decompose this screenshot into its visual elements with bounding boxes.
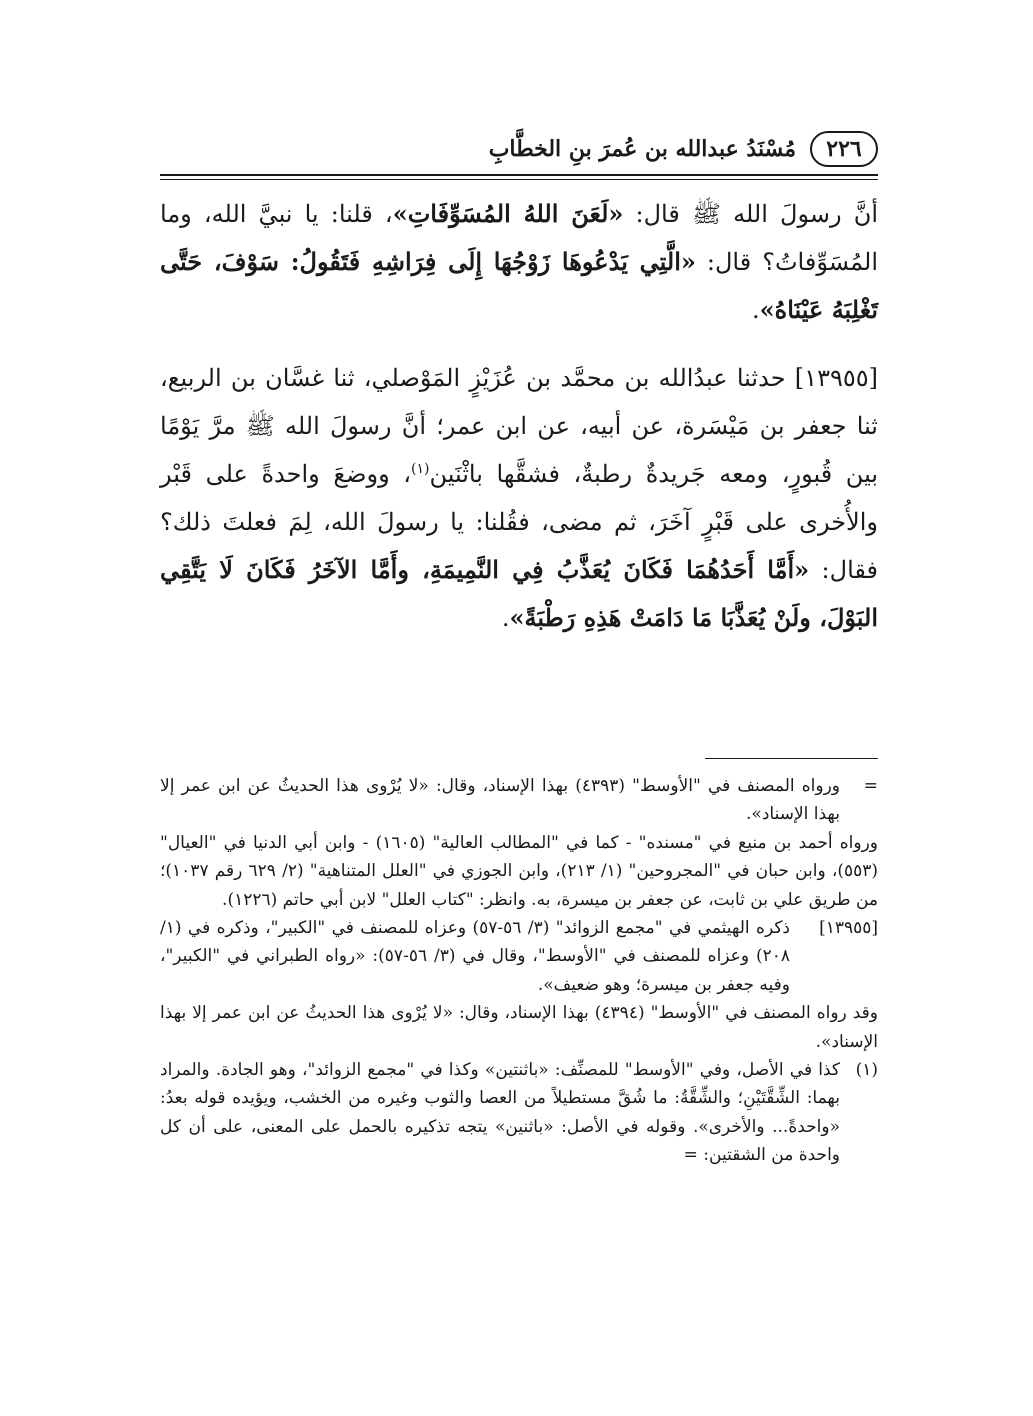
hadith-quote: «الَّتِي يَدْعُوهَا زَوْجُهَا إِلَى فِرَاشِهِ فَتَقُولُ: سَوْفَ، حَتَّى تَغْلِبَهُ عَيْنَاهُ» — [160, 247, 878, 324]
narration-text: [١٣٩٥٥] حدثنا عبدُالله بن محمَّد بن عُزَيْزٍ المَوْصلي، ثنا غسَّان بن الربيع، ثنا جعفر بن مَيْسَرة، عن أبيه، عن ابن عمر؛ أنَّ رسولَ الله ﷺ مرَّ يَوْمًا بين قُبورٍ، ومعه جَريدةٌ رطبةٌ، فشقَّها باثْنَين — [160, 364, 879, 488]
narration-text: ، ووضعَ واحدةً على قَبْر والأُخرى على قَبْرٍ آخَرَ، ثم مضى، فقُلنا: يا رسولَ الله، لِمَ فعلتَ ذلك؟ فقال: — [160, 460, 879, 584]
narration-text: . — [501, 604, 510, 632]
hadith-paragraph-13955 — [160, 354, 878, 642]
footnote-text: ورواه أحمد بن منيع في "مسنده" - كما في "المطالب العالية" (١٦٠٥) - وابن أبي الدنيا في "العيال" (٥٥٣)، وابن حبان في "المجروحين" (١/ ٢١٣)، وابن الجوزي في "العلل المتناهية" (٢/ ٦٢٩ رقم ١٠٣٧)؛ من طريق علي بن ثابت، عن جعفر بن ميسرة، به. وانظر: "كتاب العلل" لابن أبي حاتم (١٢٢٦). — [160, 832, 879, 910]
hadith-quote: «أَمَّا أَحَدُهُمَا فَكَانَ يُعَذَّبُ فِي النَّمِيمَةِ، وأَمَّا الآخَرُ فَكَانَ لَا يَتَّقِي البَوْلَ، ولَنْ يُعَذَّبَا مَا دَامَتْ هَذِهِ رَطْبَةً» — [160, 555, 878, 632]
narration-text: . — [752, 296, 760, 324]
footnote — [160, 829, 878, 914]
footnote — [160, 999, 878, 1056]
footnotes — [160, 772, 878, 1170]
hadith-quote: «لَعَنَ اللهُ المُسَوِّفَاتِ» — [392, 199, 624, 228]
footnote-mark: [١٣٩٥٥] — [819, 918, 878, 939]
running-title: مُسْنَدُ عبدالله بن عُمرَ بنِ الخطَّابِ — [488, 136, 796, 162]
footnote-text: ورواه المصنف في "الأوسط" (٤٣٩٣) بهذا الإسناد، وقال: «لا يُرْوى هذا الحديثُ عن ابن عمر إلا بهذا الإسناد». — [160, 776, 840, 825]
footnote — [160, 1056, 878, 1170]
page-number: ٢٢٦ — [810, 131, 878, 167]
main-text — [160, 190, 878, 642]
header-rule — [160, 174, 878, 180]
footnote-separator — [705, 758, 878, 759]
footnote-text: ذكره الهيثمي في "مجمع الزوائد" (٣/ ٥٦-٥٧) وعزاه للمصنف في "الكبير"، وذكره في (١/ ٢٠٨) وعزاه للمصنف في "الأوسط"، وقال في (٣/ ٥٦-٥٧): «رواه الطبراني في "الكبير"، وفيه جعفر بن ميسرة؛ وهو ضعيف». — [160, 918, 790, 995]
narration-text: أنَّ رسولَ الله ﷺ قال: — [623, 200, 878, 228]
footnote-reference[interactable]: (١) — [411, 461, 430, 477]
footnote — [160, 772, 878, 829]
footnote — [160, 914, 878, 999]
narration-text: ، قلنا: يا نبيَّ الله، وما المُسَوِّفاتُ؟ قال: — [160, 200, 878, 276]
hadith-paragraph-1 — [160, 190, 878, 334]
footnote-text: وقد رواه المصنف في "الأوسط" (٤٣٩٤) بهذا الإسناد، وقال: «لا يُرْوى هذا الحديثُ عن ابن عمر إلا بهذا الإسناد». — [160, 1003, 879, 1052]
page-header — [160, 128, 878, 170]
footnote-mark: (١) — [855, 1060, 878, 1081]
footnote-mark: = — [863, 776, 878, 796]
footnote-text: كذا في الأصل، وفي "الأوسط" للمصنِّف: «باثنتين» وكذا في "مجمع الزوائد"، وهو الجادة. والمراد بهما: الشِّقَّتَيْنِ؛ والشِّقَّةُ: ما شُقَّ مستطيلاً من العصا والثوب وغيره من الخشب، ويؤيده قوله بعدُ: «واحدةً... والأخرى». وقوله في الأصل: «باثنين» يتجه تذكيره بالحمل على المعنى، على أن كل واحدة من الشقتين: = — [160, 1060, 840, 1166]
